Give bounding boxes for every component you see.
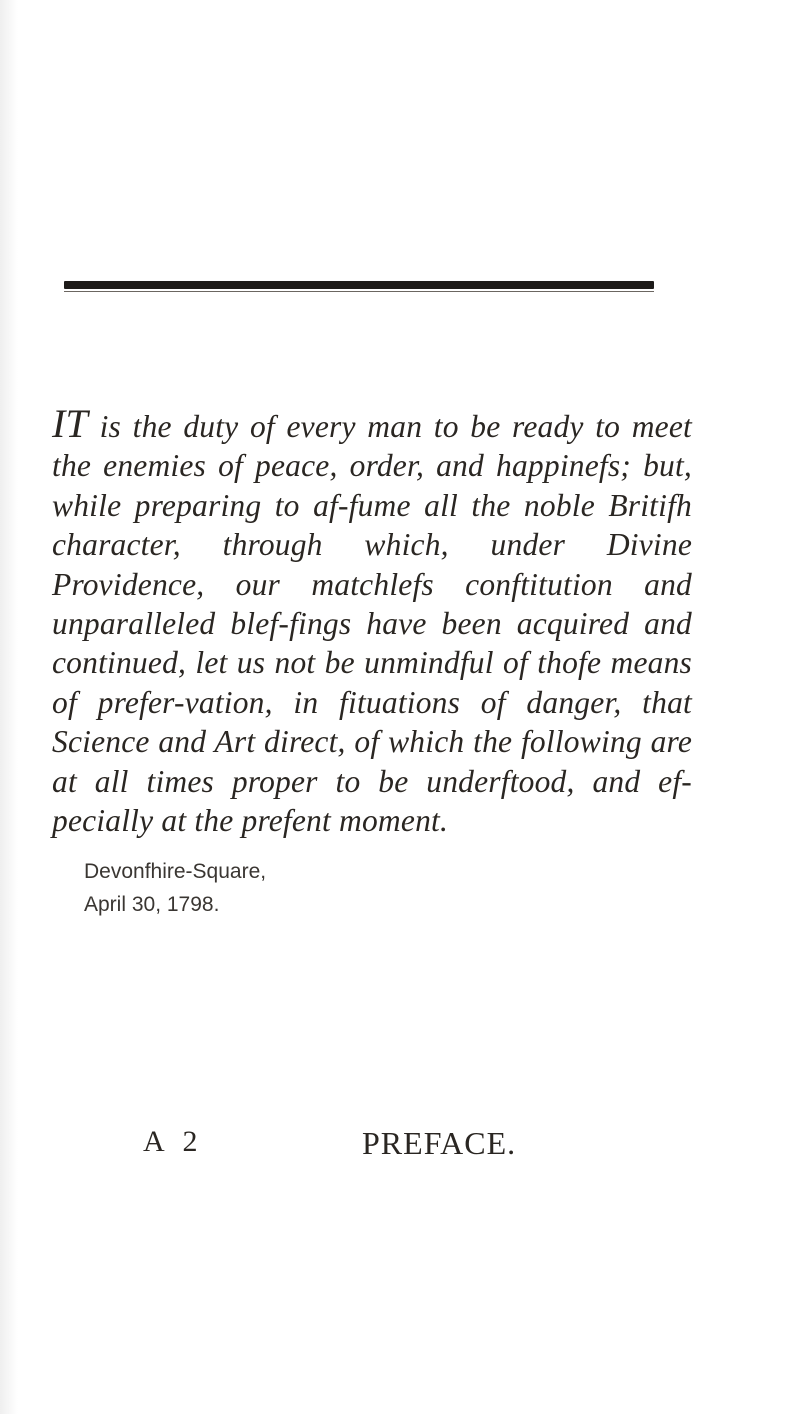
decorative-rule-thick [64,281,654,289]
dedication-initial: IT [52,401,88,446]
decorative-rule-thin [64,291,654,292]
page-edge-shadow [0,0,18,1414]
signature-date: April 30, 1798. [84,893,220,916]
dedication-paragraph [52,401,692,840]
dedication-text: is the duty of every man to be ready to meet the enemies of peace, order, and happinefs; but, while preparing to af-fume all the noble Britifh character, through which, under Divine Providence, our matchlefs conftitution and unparalleled blef-fings have been acquired and continued, let us not be unmindful of thofe means of prefer-vation, in fituations of danger, that Science and Art direct, of which the following are at all times proper to be underftood, and ef-pecially at the prefent moment. [52,409,692,839]
signature-place: Devonfhire-Square, [84,860,267,883]
catchword: PREFACE. [362,1125,517,1161]
signature-block [84,855,266,921]
signature-mark: A 2 [143,1125,204,1158]
